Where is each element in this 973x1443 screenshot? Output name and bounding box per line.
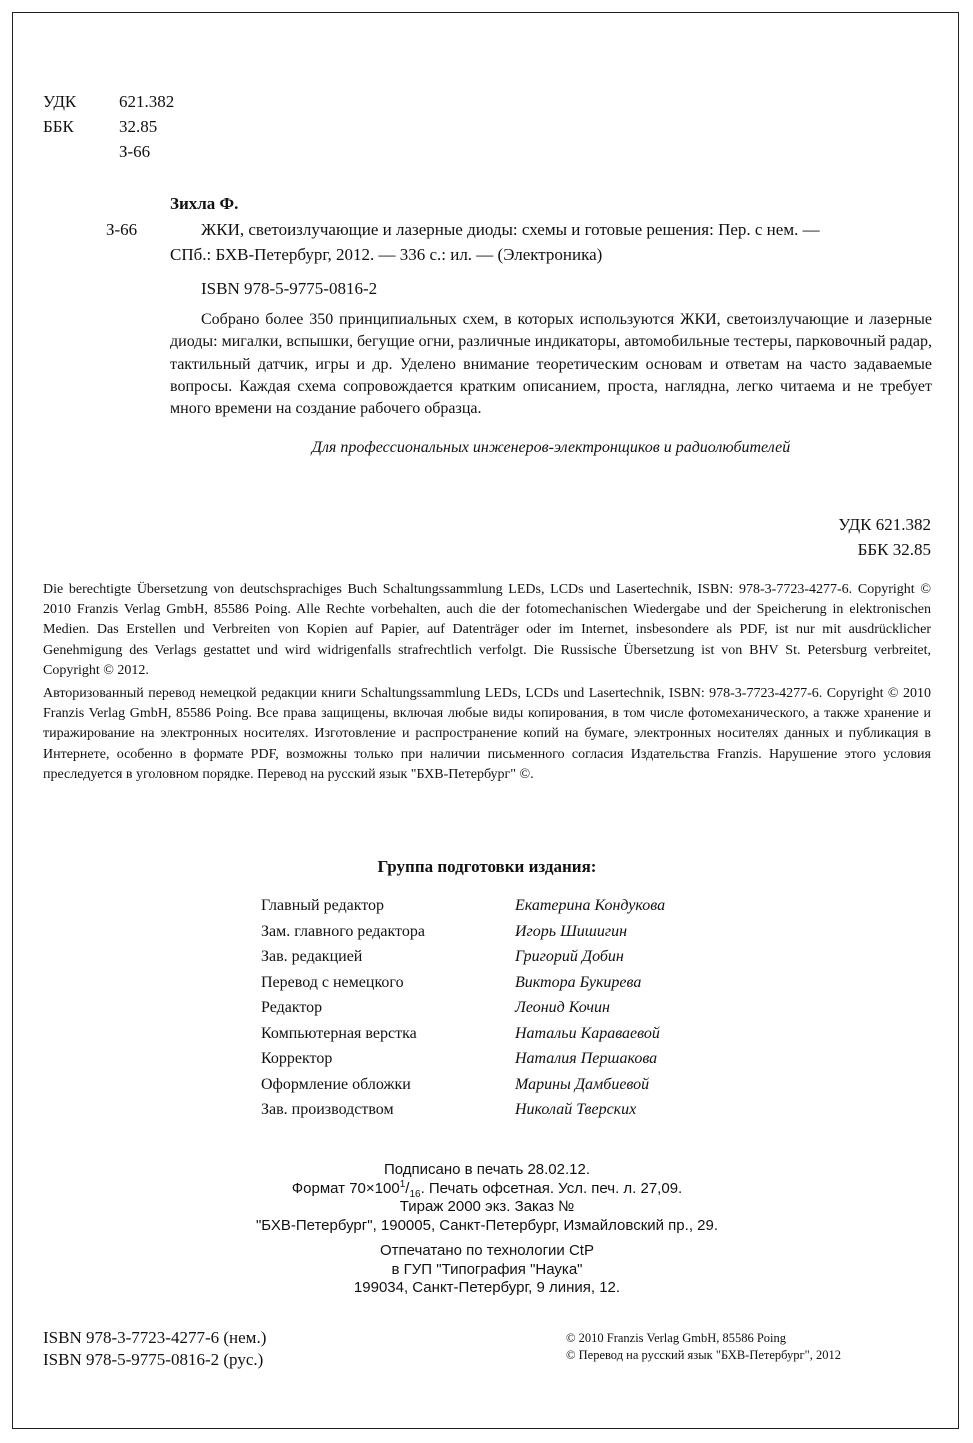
imprint-publisher: "БХВ-Петербург", 190005, Санкт-Петербург, Измайловский пр., 29. [255, 1216, 719, 1234]
staff-row [261, 893, 781, 919]
classification-right [700, 512, 931, 562]
staff-heading: Группа подготовки издания: [377, 857, 597, 876]
udk-row [43, 89, 174, 114]
staff-row [261, 1046, 781, 1072]
staff-row [261, 944, 781, 970]
bibliography-mark: З-66 [106, 220, 138, 239]
bbk-value: 32.85 [119, 117, 158, 136]
staff-row [261, 1072, 781, 1098]
staff-name: Наталия Першакова [515, 1050, 658, 1067]
author-mark-row [43, 139, 174, 164]
author-mark: З-66 [119, 142, 151, 161]
staff-list [261, 893, 781, 1123]
title-line-1: ЖКИ, светоизлучающие и лазерные диоды: схемы и готовые решения: Пер. с нем. — [201, 220, 820, 239]
staff-role: Зав. производством [261, 1101, 394, 1118]
classification-block [43, 89, 174, 164]
imprint-format-sub: 16 [409, 1188, 421, 1200]
staff-row [261, 970, 781, 996]
staff-role: Перевод с немецкого [261, 973, 404, 991]
imprint-print-run: Тираж 2000 экз. Заказ № [399, 1198, 575, 1215]
footer-copyright-russian: © Перевод на русский язык "БХВ-Петербург", 2012 [566, 1348, 842, 1362]
staff-name: Екатерина Кондукова [515, 897, 666, 914]
title-line-2: СПб.: БХВ-Петербург, 2012. — 336 с.: ил. — (Электроника) [170, 245, 603, 264]
staff-role: Редактор [261, 999, 323, 1016]
imprint-signed: Подписано в печать 28.02.12. [383, 1161, 591, 1178]
copyright-russian: Авторизованный перевод немецкой редакции книги Schaltungssammlung LEDs, LCDs und Lasertechnik, ISBN: 978-3-7723-4277-6. Copyright © 2010 Franzis Verlag GmbH, 85586 Poing. Все права защищены, включая любые виды копирования, в том числе фотомеханического, а также хранение и тиражирование на электронных носителях. Изготовление и распространение копий на бумаге, электронных носителях данных и публикация в Интернете, особенно в формате PDF, возможны только при наличии письменного согласия Издательства Franzis. Нарушение этого условия преследуется в уголовном порядке. Перевод на русский язык "БХВ-Петербург" ©. [43, 686, 931, 782]
isbn-russian: ISBN 978-5-9775-0816-2 (рус.) [43, 1350, 264, 1369]
imprint-format: Формат $70\times 100^1/_{16}$. Печать офсетная. Усл. печ. л. 27,09. [291, 1178, 683, 1200]
staff-name: Николай Тверских [515, 1101, 637, 1118]
staff-role: Зав. редакцией [261, 948, 363, 965]
staff-role: Корректор [261, 1050, 333, 1067]
udk-label: УДК [43, 92, 77, 111]
staff-row [261, 1021, 781, 1047]
udk-right: УДК 621.382 [838, 515, 931, 534]
staff-row [261, 1097, 781, 1123]
audience: Для профессиональных инженеров-электронщиков и радиолюбителей [311, 439, 791, 456]
isbn-german: ISBN 978-3-7723-4277-6 (нем.) [43, 1328, 267, 1347]
imprint-format-sup: 1 [399, 1178, 406, 1190]
imprint-format-post: . Печать офсетная. Усл. печ. л. 27,09. [420, 1179, 683, 1197]
staff-name: Марины Дамбиевой [515, 1075, 650, 1093]
staff-role: Оформление обложки [261, 1075, 411, 1093]
bbk-row [43, 114, 174, 139]
staff-name: Виктора Букирева [515, 973, 642, 991]
imprint-format-pre: Формат 70×100 [291, 1179, 400, 1197]
staff-name: Григорий Добин [515, 948, 624, 965]
author-name: Зихла Ф. [170, 194, 239, 213]
copyright-german: Die berechtigte Übersetzung von deutschsprachiges Buch Schaltungssammlung LEDs, LCDs und Lasertechnik, ISBN: 978-3-7723-4277-6. Copyright © 2010 Franzis Verlag GmbH, 85586 Poing. Alle Rechte vorbehalten, auch die der fotomechanischen Wiedergabe und der Speicherung in elektronischen Medien. Das Erstellen und Verbreiten von Kopien auf Papier, auf Datenträger oder im Internet, insbesondere als PDF, ist nur mit ausdrücklicher Genehmigung des Verlags gestattet und wird widrigenfalls strafrechtlich verfolgt. Die Russische Übersetzung ist von BHV St. Petersburg verbreitet, Copyright © 2012. [43, 582, 931, 678]
footer-copyright-german: © 2010 Franzis Verlag GmbH, 85586 Poing [566, 1331, 787, 1345]
footer-isbn-block [43, 1327, 266, 1371]
imprint-block [43, 1161, 931, 1298]
imprint-tech: Отпечатано по технологии CtP [380, 1242, 594, 1259]
annotation: Собрано более 350 принципиальных схем, в которых используются ЖКИ, светоизлучающие и лазерные диоды: мигалки, вспышки, бегущие огни, различные индикаторы, автомобильные тестеры, парковочный радар, тактильный датчик, игры и др. Уделено внимание теоретическим основам и ответам на часто задаваемые вопросы. Каждая схема сопровождается кратким описанием, проста, наглядна, легко читаема и не требует много времени на создание рабочего образца. [170, 311, 932, 418]
imprint-printer-address: 199034, Санкт-Петербург, 9 линия, 12. [353, 1279, 621, 1296]
staff-name: Леонид Кочин [515, 999, 610, 1016]
staff-name: Игорь Шишигин [515, 922, 628, 940]
imprint-printer: в ГУП "Типография "Наука" [391, 1260, 583, 1278]
footer-copyright-block [566, 1330, 841, 1364]
bbk-label: ББК [43, 117, 74, 136]
isbn-main: ISBN 978-5-9775-0816-2 [201, 279, 378, 298]
staff-name: Натальи Караваевой [515, 1024, 660, 1042]
staff-role: Главный редактор [261, 897, 385, 914]
staff-role: Зам. главного редактора [261, 922, 425, 940]
staff-row [261, 995, 781, 1021]
bbk-right: ББК 32.85 [857, 540, 931, 559]
staff-role: Компьютерная верстка [261, 1024, 417, 1042]
staff-row [261, 919, 781, 945]
udk-value: 621.382 [119, 92, 175, 111]
